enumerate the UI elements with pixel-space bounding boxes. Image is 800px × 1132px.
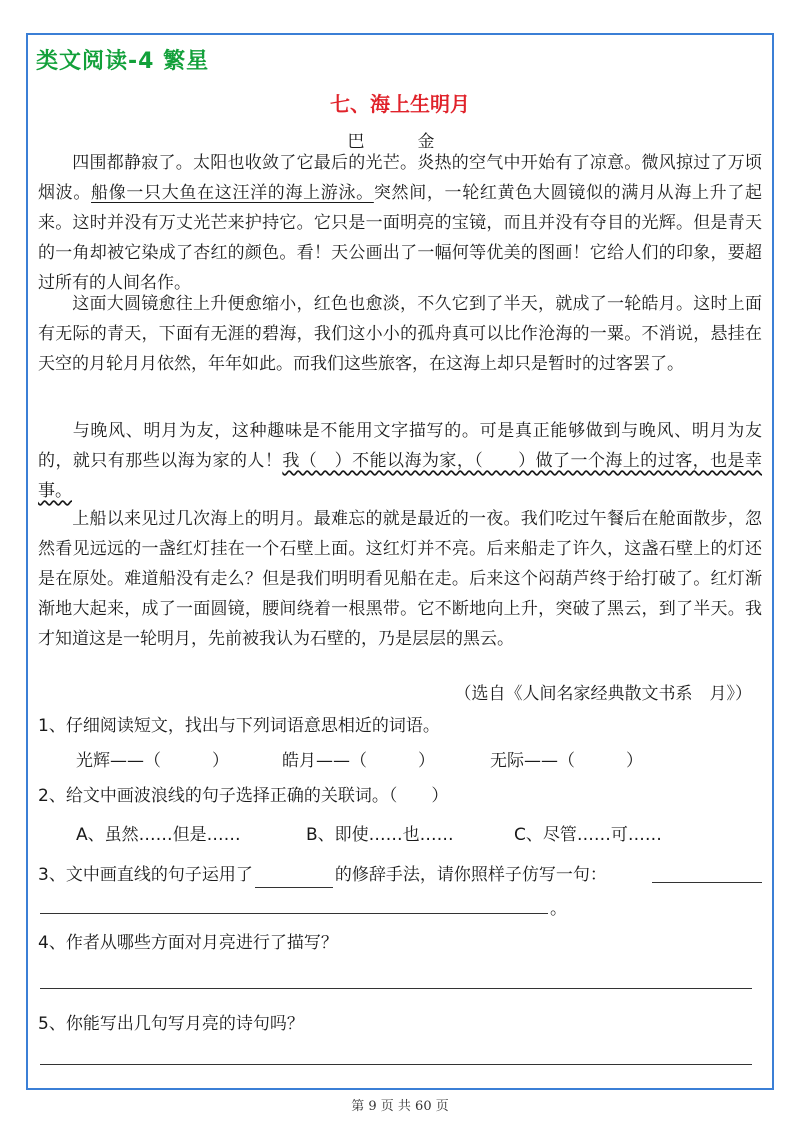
p1-text-b: 突然间，一轮红黄色大圆镜似的满月从海上升了起来。这时并没有万丈光芒来护持它。它只是一面明亮的宝镜，而且并没有夺目的光辉。但是青天的一角却被它染成了杏红的颜色。看！天公画出了一幅何等优美的图画！它给人们的印象，要超过所有的人间名作。 [38,183,763,293]
q3-text-a: 3、文中画直线的句子运用了 [38,865,253,885]
q2-option-b: B、即使……也…… [306,825,454,845]
paragraph-2 [38,289,762,379]
article-title: 七、海上生明月 [330,92,470,116]
paragraph-1 [38,148,762,298]
q4-answer-line[interactable] [40,988,752,989]
q5-answer-line[interactable] [40,1064,752,1065]
section-header: 类文阅读-4 繁星 [36,49,210,74]
q3-rhetoric-blank[interactable] [255,869,333,888]
p4-text: 上船以来见过几次海上的明月。最难忘的就是最近的一夜。我们吃过午餐后在舱面散步，忽然看见远远的一盏红灯挂在一个石壁上面。这红灯并不亮。后来船走了许久，这盏石壁上的灯还是在原处。难道船没有走么？但是我们明明看见船在走。后来这个闷葫芦终于给打破了。红灯渐渐地大起来，成了一面圆镜，腰间绕着一根黑带。它不断地向上升，突破了黑云，到了半天。我才知道这是一轮明月，先前被我认为石壁的，乃是层层的黑云。 [38,509,762,649]
q1-item-2: 皓月——（ ） [282,751,435,771]
p3-text-a: 与晚风、明月为友，这种趣味是不能用文字描写的。可是真正能够做到与晚风、明月为友的，就只有那些以海为家的人！ [38,421,762,471]
paragraph-3 [38,416,762,506]
question-3 [38,862,607,888]
wavy-underlined-sentence: 我（ ）不能以海为家，（ ）做了一个海上的过客，也是幸事。 [38,451,763,501]
q3-end-mark: 。 [550,899,567,919]
paragraph-4 [38,504,762,654]
question-2: 2、给文中画波浪线的句子选择正确的关联词。（ ） [38,786,449,806]
article-source: （选自《人间名家经典散文书系 月》） [454,684,752,704]
q1-item-1: 光辉——（ ） [76,751,229,771]
q2-option-a: A、虽然……但是…… [76,825,241,845]
q3-answer-line-1[interactable] [652,882,762,883]
question-4: 4、作者从哪些方面对月亮进行了描写？ [38,933,338,953]
page-number: 第 9 页 共 60 页 [351,1099,449,1114]
q1-item-3: 无际——（ ） [490,751,643,771]
q2-option-c: C、尽管……可…… [514,825,662,845]
q3-text-b: 的修辞手法，请你照样子仿写一句： [334,865,607,885]
question-1: 1、仔细阅读短文，找出与下列词语意思相近的词语。 [38,716,440,736]
article-author: 巴 金 [347,132,453,152]
p2-text: 这面大圆镜愈往上升便愈缩小，红色也愈淡，不久它到了半天，就成了一轮皓月。这时上面有无际的青天，下面有无涯的碧海，我们这小小的孤舟真可以比作沧海的一粟。不消说，悬挂在天空的月轮月月依然，年年如此。而我们这些旅客，在这海上却只是暂时的过客罢了。 [38,294,762,374]
question-5: 5、你能写出几句写月亮的诗句吗？ [38,1014,304,1034]
p1-text-a: 四围都静寂了。太阳也收敛了它最后的光芒。炎热的空气中开始有了凉意。微风掠过了万顷烟波。 [38,153,762,203]
straight-underlined-sentence: 船像一只大鱼在这汪洋的海上游泳。 [91,183,374,203]
q3-answer-line-2[interactable] [40,913,548,914]
